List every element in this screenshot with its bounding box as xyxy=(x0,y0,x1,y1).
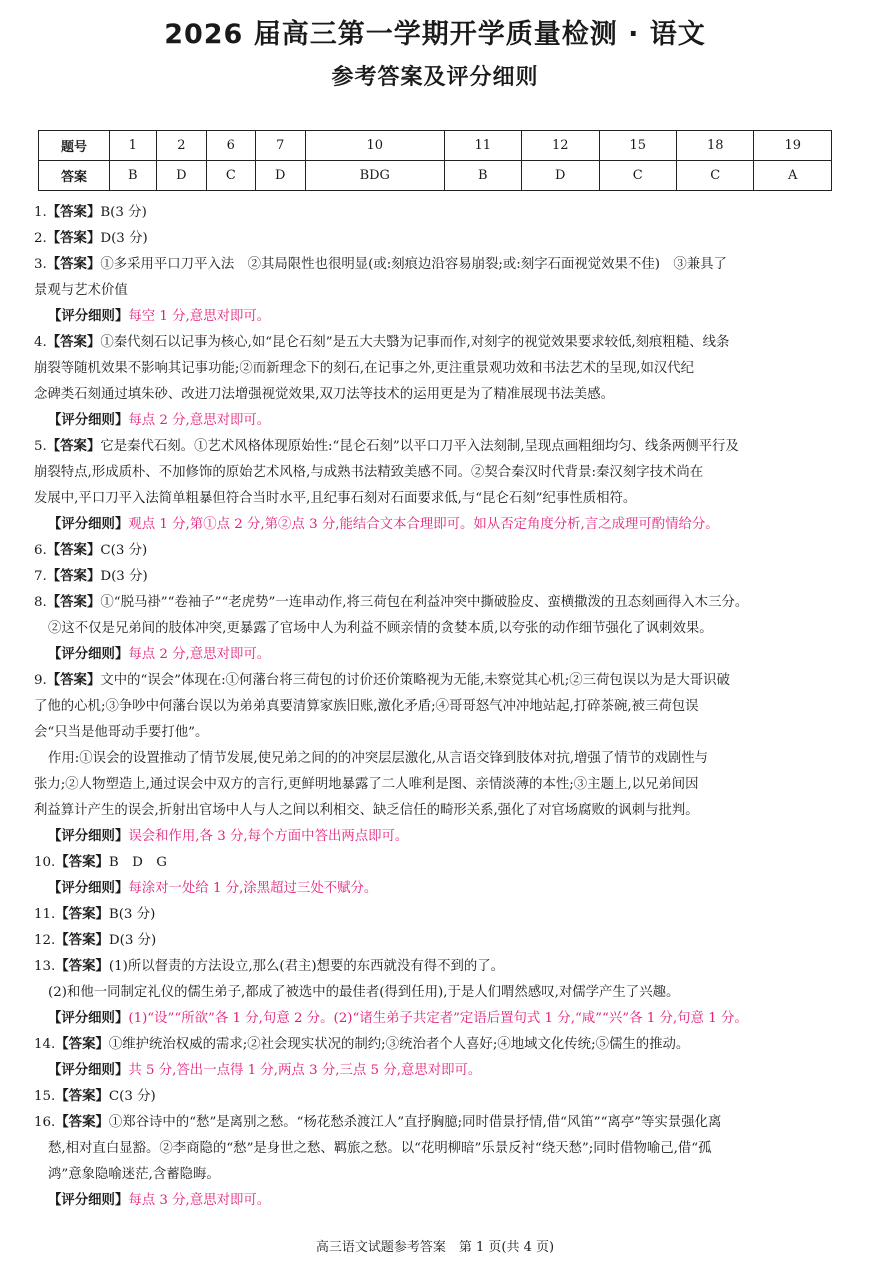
table-row-numbers xyxy=(39,131,832,161)
question-number: 10. xyxy=(34,855,56,870)
question-5 xyxy=(34,434,840,460)
detail-text: 每点 2 分,意思对即可。 xyxy=(128,647,271,662)
table-cell: D xyxy=(255,161,306,191)
answer-text: ①维护统治权威的需求;②社会现实状况的制约;③统治者个人喜好;④地域文化传统;⑤儒生的推动。 xyxy=(108,1037,690,1052)
scoring-detail xyxy=(34,824,840,850)
question-1 xyxy=(34,200,840,226)
answer-line: 崩裂特点,形成质朴、不加修饰的原始艺术风格,与成熟书法精致美感不同。②契合秦汉时代背景:秦汉刻字技术尚在 xyxy=(34,465,704,480)
answer-line: 了他的心机;③争吵中何藩台误以为弟弟真要清算家族旧账,激化矛盾;④哥哥怒气冲冲地站起,打碎茶碗,被三荷包误 xyxy=(34,699,699,714)
answer-line: 会“只当是他哥动手要打他”。 xyxy=(34,725,209,740)
answer-label: 【答案】 xyxy=(55,907,109,922)
answer-line: 发展中,平口刀平入法简单粗暴但符合当时水平,且纪事石刻对石面要求低,与“昆仑石刻”纪事性质相符。 xyxy=(34,491,637,506)
question-2 xyxy=(34,226,840,252)
question-13 xyxy=(34,954,840,980)
detail-label: 【评分细则】 xyxy=(48,829,129,844)
answer-text: 它是秦代石刻。①艺术风格体现原始性:“昆仑石刻”以平口刀平入法刻制,呈现点画粗细均匀、线条两侧平行及 xyxy=(100,439,739,454)
answer-label: 【答案】 xyxy=(55,1115,109,1130)
question-6 xyxy=(34,538,840,564)
answer-label: 【答案】 xyxy=(46,257,101,272)
table-cell: C xyxy=(677,161,754,191)
question-9 xyxy=(34,668,840,694)
answer-label: 【答案】 xyxy=(46,595,101,610)
question-number: 5. xyxy=(34,439,47,454)
question-11 xyxy=(34,902,840,928)
detail-text: 每点 3 分,意思对即可。 xyxy=(128,1193,271,1208)
answer-label: 【答案】 xyxy=(55,959,109,974)
question-number: 7. xyxy=(34,569,47,584)
answer-line: 作用:①误会的设置推动了情节发展,使兄弟之间的的冲突层层激化,从言语交锋到肢体对抗,增强了情节的戏剧性与 xyxy=(48,751,709,766)
answer-text: 文中的“误会”体现在:①何藩台将三荷包的讨价还价策略视为无能,未察觉其心机;②三荷包误以为是大哥识破 xyxy=(100,673,730,688)
answer-text: D(3 分) xyxy=(100,569,148,584)
answer-text: ①“脱马褂”“卷袖子”“老虎势”一连串动作,将三荷包在利益冲突中撕破脸皮、蛮横撒泼的丑态刻画得入木三分。 xyxy=(100,595,749,610)
detail-text: 共 5 分,答出一点得 1 分,两点 3 分,三点 5 分,意思对即可。 xyxy=(128,1063,482,1078)
table-cell: BDG xyxy=(306,161,445,191)
question-number: 6. xyxy=(34,543,47,558)
scoring-detail xyxy=(34,876,840,902)
answer-line: 愁,相对直白显豁。②李商隐的“愁”是身世之愁、羁旅之愁。以“花明柳暗”乐景反衬“绕天愁”;同时借物喻己,借“孤 xyxy=(48,1141,712,1156)
scoring-detail xyxy=(34,1006,840,1032)
detail-text: 每空 1 分,意思对即可。 xyxy=(128,309,271,324)
detail-text: 每点 2 分,意思对即可。 xyxy=(128,413,271,428)
answer-line: 鸿”意象隐喻迷茫,含蓄隐晦。 xyxy=(48,1167,220,1182)
answer-label: 【答案】 xyxy=(46,231,101,246)
scoring-detail xyxy=(34,408,840,434)
detail-label: 【评分细则】 xyxy=(48,1011,129,1026)
answer-table xyxy=(38,130,832,191)
answer-label: 【答案】 xyxy=(46,335,101,350)
answer-text: ①郑谷诗中的“愁”是离别之愁。“杨花愁杀渡江人”直抒胸臆;同时借景抒情,借“风笛”“离亭”等实景强化离 xyxy=(108,1115,722,1130)
question-4 xyxy=(34,330,840,356)
question-number: 3. xyxy=(34,257,47,272)
answer-label: 【答案】 xyxy=(46,439,101,454)
answer-line: 景观与艺术价值 xyxy=(34,283,128,298)
answer-line: 张力;②人物塑造上,通过误会中双方的言行,更鲜明地暴露了二人唯利是图、亲情淡薄的本性;③主题上,以兄弟间因 xyxy=(34,777,699,792)
page-title: 2026 届高三第一学期开学质量检测 · 语文 xyxy=(164,19,706,50)
question-number: 13. xyxy=(34,959,56,974)
detail-label: 【评分细则】 xyxy=(48,881,129,896)
question-number: 16. xyxy=(34,1115,56,1130)
answer-label: 【答案】 xyxy=(46,673,101,688)
table-cell: D xyxy=(522,161,599,191)
scoring-detail xyxy=(34,304,840,330)
table-cell: 15 xyxy=(599,131,676,161)
scoring-detail xyxy=(34,1188,840,1214)
scoring-detail xyxy=(34,1058,840,1084)
question-number: 15. xyxy=(34,1089,56,1104)
detail-label: 【评分细则】 xyxy=(48,1063,129,1078)
detail-label: 【评分细则】 xyxy=(48,647,129,662)
question-14 xyxy=(34,1032,840,1058)
question-number: 2. xyxy=(34,231,47,246)
table-cell: A xyxy=(754,161,832,191)
answer-text: C(3 分) xyxy=(100,543,148,558)
table-cell: 2 xyxy=(156,131,207,161)
answer-text: (1)所以督责的方法设立,那么(君主)想要的东西就没有得不到的了。 xyxy=(108,959,505,974)
table-cell: D xyxy=(156,161,207,191)
question-7 xyxy=(34,564,840,590)
answer-text: B D G xyxy=(108,855,167,870)
detail-label: 【评分细则】 xyxy=(48,413,129,428)
answer-line: 崩裂等随机效果不影响其记事功能;②而新理念下的刻石,在记事之外,更注重景观功效和书法艺术的呈现,如汉代纪 xyxy=(34,361,695,376)
answer-text: B(3 分) xyxy=(100,205,147,220)
answer-content xyxy=(34,200,840,1214)
question-number: 8. xyxy=(34,595,47,610)
detail-text: 每涂对一处给 1 分,涂黑超过三处不赋分。 xyxy=(128,881,378,896)
question-number: 4. xyxy=(34,335,47,350)
question-number: 11. xyxy=(34,907,56,922)
page-footer: 高三语文试题参考答案 第 1 页(共 4 页) xyxy=(315,1240,555,1255)
table-cell: 10 xyxy=(306,131,445,161)
detail-text: (1)“设”“所欲”各 1 分,句意 2 分。(2)“诸生弟子共定者”定语后置句式 1 分,“咸”“兴”各 1 分,句意 1 分。 xyxy=(128,1011,748,1026)
answer-text: B(3 分) xyxy=(108,907,156,922)
table-cell: B xyxy=(444,161,521,191)
table-cell: 12 xyxy=(522,131,599,161)
question-number: 14. xyxy=(34,1037,56,1052)
answer-label: 【答案】 xyxy=(55,933,109,948)
scoring-detail xyxy=(34,512,840,538)
table-cell: 11 xyxy=(444,131,521,161)
question-number: 1. xyxy=(34,205,47,220)
table-cell: B xyxy=(110,161,157,191)
detail-text: 误会和作用,各 3 分,每个方面中答出两点即可。 xyxy=(128,829,409,844)
table-cell: 1 xyxy=(110,131,157,161)
detail-label: 【评分细则】 xyxy=(48,309,129,324)
page-subtitle: 参考答案及评分细则 xyxy=(331,65,539,90)
answer-label: 【答案】 xyxy=(46,543,101,558)
table-cell: 7 xyxy=(255,131,306,161)
answer-label: 【答案】 xyxy=(46,569,101,584)
detail-label: 【评分细则】 xyxy=(48,517,129,532)
table-header-cell: 答案 xyxy=(39,161,110,191)
answer-line: 念碑类石刻通过填朱砂、改进刀法增强视觉效果,双刀法等技术的运用更是为了精准展现书法美感。 xyxy=(34,387,615,402)
answer-text: D(3 分) xyxy=(108,933,157,948)
answer-line: (2)和他一同制定礼仪的儒生弟子,都成了被选中的最佳者(得到任用),于是人们喟然感叹,对儒学产生了兴趣。 xyxy=(48,985,680,1000)
answer-line: 利益算计产生的误会,折射出官场中人与人之间以利相交、缺乏信任的畸形关系,强化了对官场腐败的讽刺与批判。 xyxy=(34,803,699,818)
table-cell: 19 xyxy=(754,131,832,161)
table-cell: C xyxy=(207,161,255,191)
question-number: 12. xyxy=(34,933,56,948)
table-cell: 6 xyxy=(207,131,255,161)
table-cell: 18 xyxy=(677,131,754,161)
answer-text: C(3 分) xyxy=(108,1089,156,1104)
scoring-detail xyxy=(34,642,840,668)
answer-label: 【答案】 xyxy=(55,1037,109,1052)
detail-label: 【评分细则】 xyxy=(48,1193,129,1208)
question-number: 9. xyxy=(34,673,47,688)
question-15 xyxy=(34,1084,840,1110)
question-16 xyxy=(34,1110,840,1136)
table-cell: C xyxy=(599,161,676,191)
detail-text: 观点 1 分,第①点 2 分,第②点 3 分,能结合文本合理即可。如从否定角度分析,言之成理可酌情给分。 xyxy=(128,517,719,532)
answer-line: ②这不仅是兄弟间的肢体冲突,更暴露了官场中人为利益不顾亲情的贪婪本质,以夸张的动作细节强化了讽刺效果。 xyxy=(48,621,713,636)
answer-text: ①秦代刻石以记事为核心,如“昆仑石刻”是五大夫翳为记事而作,对刻字的视觉效果要求较低,刻痕粗糙、线条 xyxy=(100,335,730,350)
answer-text: D(3 分) xyxy=(100,231,148,246)
table-header-cell: 题号 xyxy=(39,131,110,161)
answer-label: 【答案】 xyxy=(55,855,109,870)
question-10 xyxy=(34,850,840,876)
table-row-answers xyxy=(39,161,832,191)
question-8 xyxy=(34,590,840,616)
answer-label: 【答案】 xyxy=(46,205,101,220)
answer-label: 【答案】 xyxy=(55,1089,109,1104)
question-12 xyxy=(34,928,840,954)
answer-text: ①多采用平口刀平入法 ②其局限性也很明显(或:刻痕边沿容易崩裂;或:刻字石面视觉效果不佳) ③兼具了 xyxy=(100,257,727,272)
question-3 xyxy=(34,252,840,278)
